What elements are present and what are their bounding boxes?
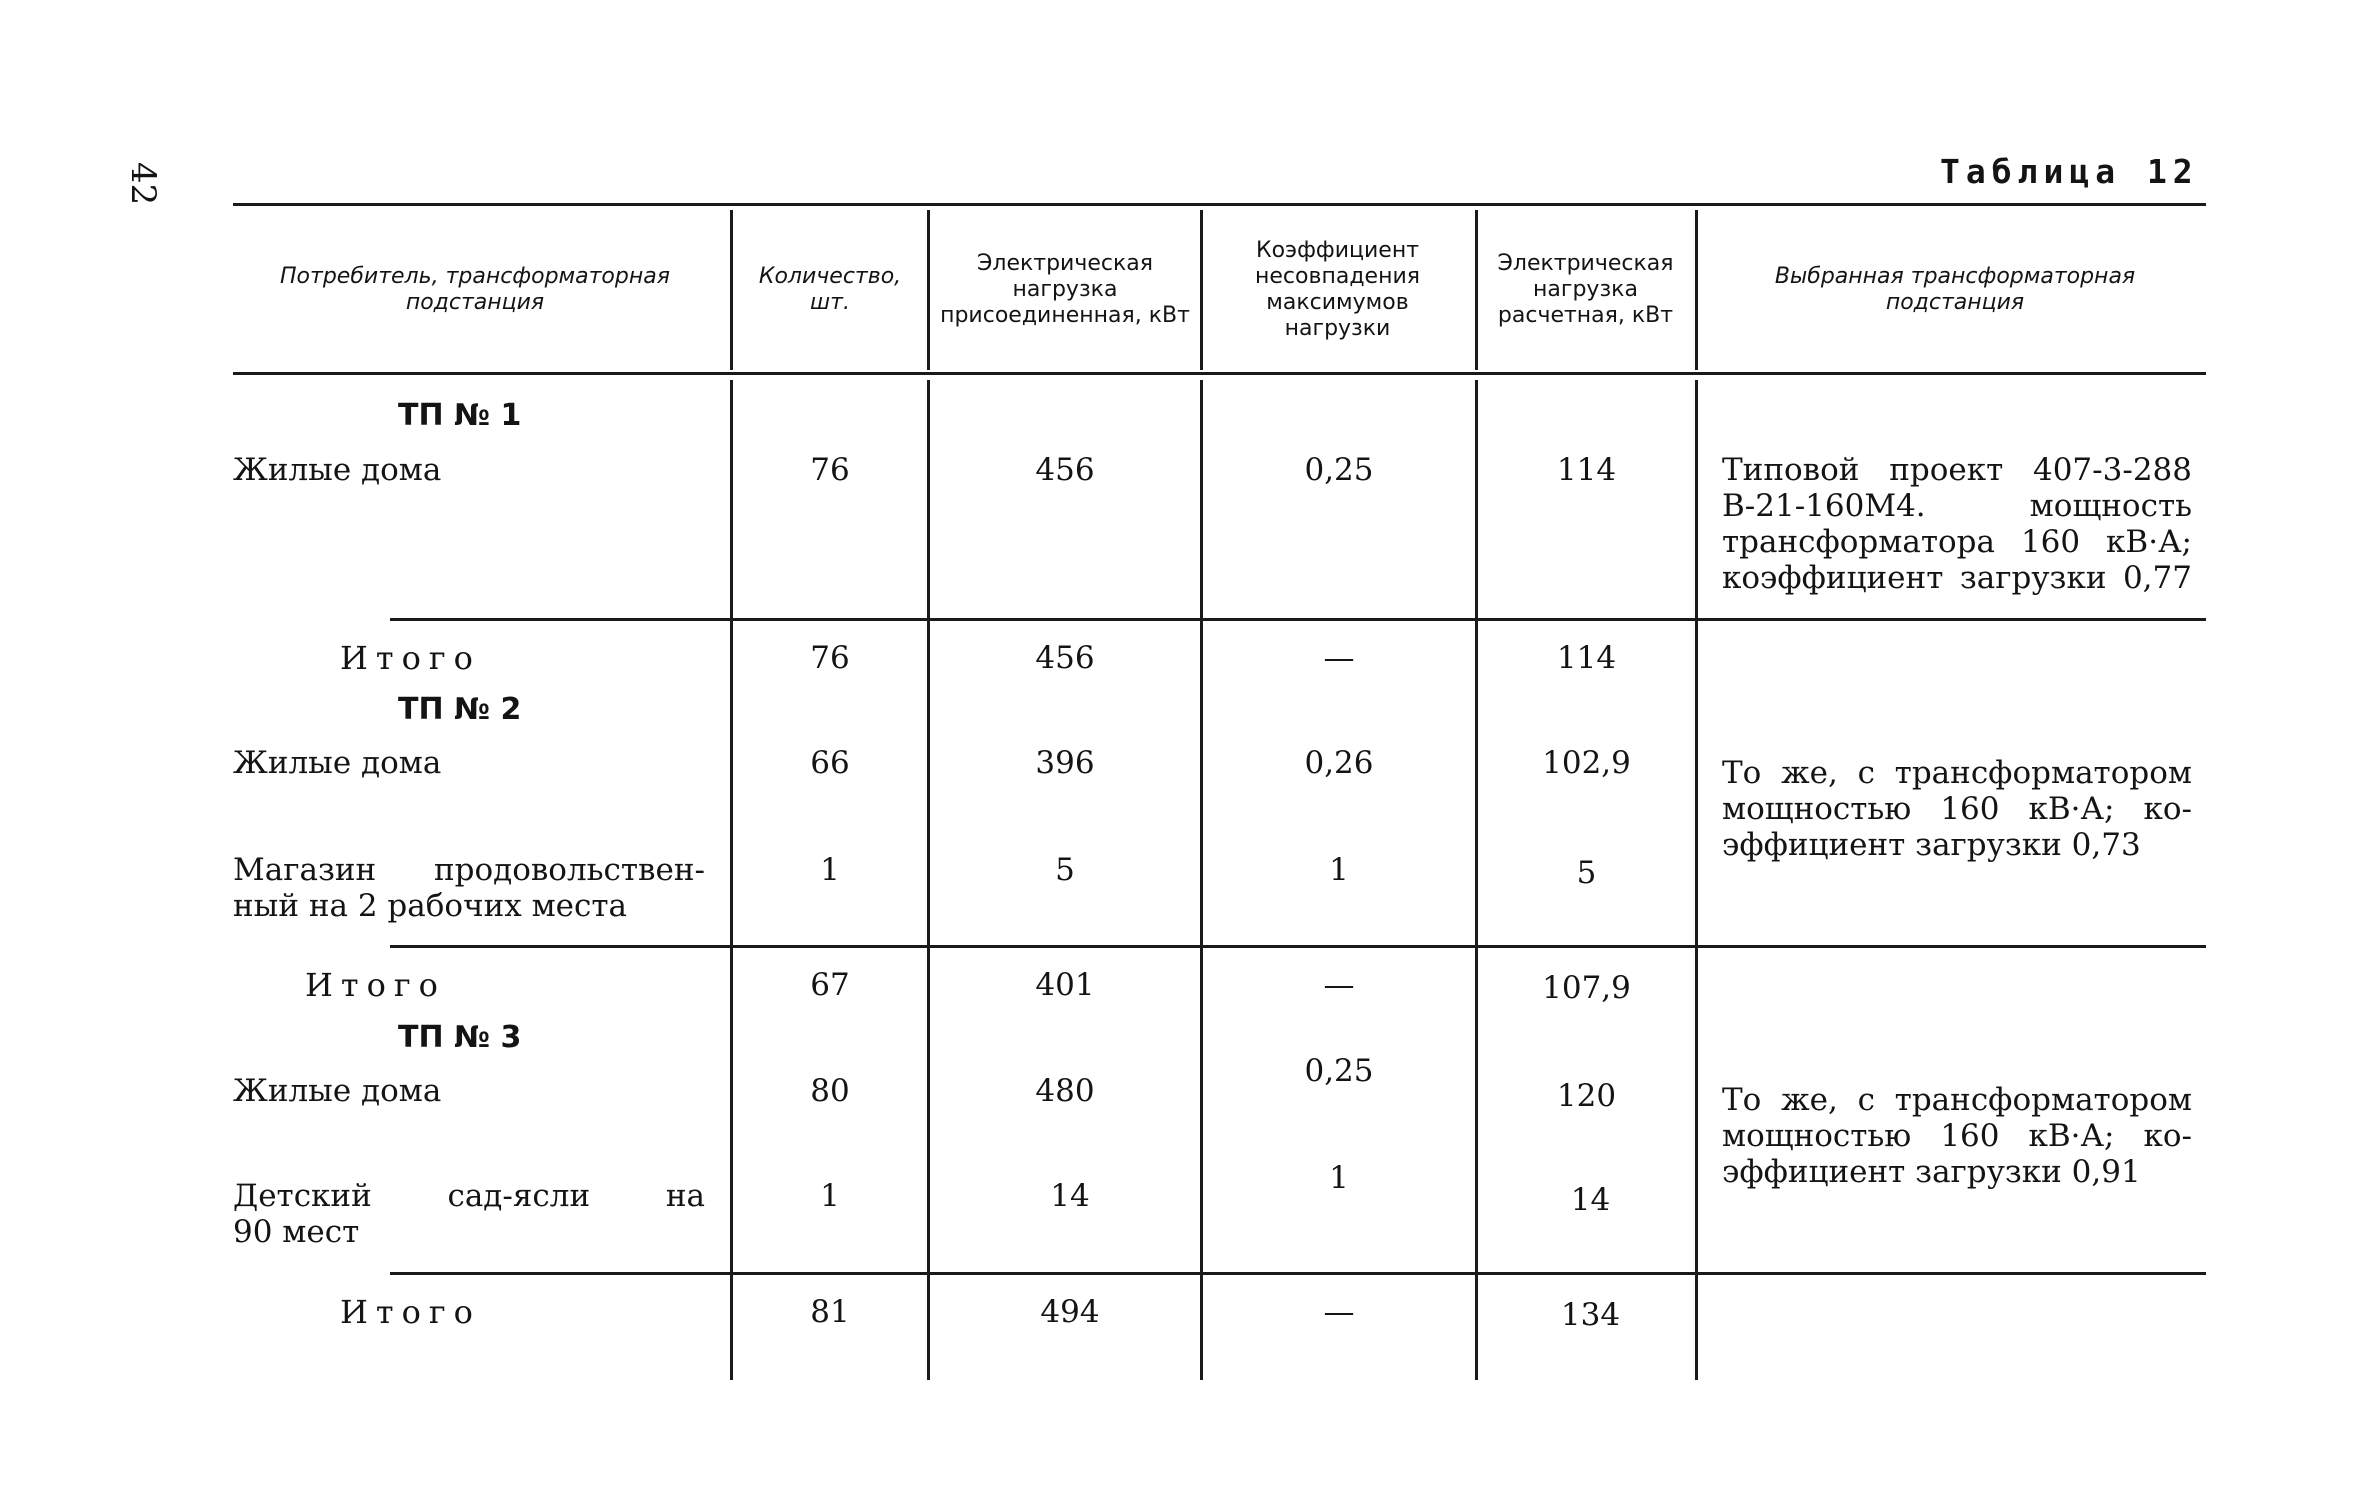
col-divider-3-header xyxy=(1200,210,1203,370)
tp3-row1-qty: 80 xyxy=(810,1073,850,1109)
tp2-row2-coef: 1 xyxy=(1329,852,1349,888)
tp1-total-calc: 114 xyxy=(1556,640,1617,676)
tp1-row1-load: 456 xyxy=(1035,452,1095,488)
header-coefficient: Коэффициент несовпадения максимумов нагрузки xyxy=(1255,238,1420,341)
tp2-total-load: 401 xyxy=(1035,967,1095,1003)
tp3-total-load: 494 xyxy=(1040,1294,1100,1330)
col-divider-2-header xyxy=(927,210,930,370)
tp3-row2-consumer xyxy=(233,1178,705,1250)
tp2-title: ТП № 2 xyxy=(398,692,522,727)
tp1-row1-coef: 0,25 xyxy=(1304,452,1374,488)
tp2-selection-line-1: То же, с трансформатором xyxy=(1722,755,2192,791)
tp2-row1-coef: 0,26 xyxy=(1304,745,1374,781)
tp2-selection-line-3: эффициент загрузки 0,73 xyxy=(1722,827,2141,863)
tp2-row2-consumer xyxy=(233,852,705,924)
header-consumer: Потребитель, трансформаторная подстанция xyxy=(280,264,670,315)
tp2-row1-qty: 66 xyxy=(810,745,850,781)
header-connected-load: Электрическая нагрузка присоединенная, кВт xyxy=(940,251,1190,328)
tp2-selection xyxy=(1722,755,2192,863)
tp3-row1-consumer: Жилые дома xyxy=(233,1073,442,1109)
col-divider-5-body xyxy=(1695,380,1698,1380)
tp1-selection-line-3: трансформатора 160 кВ·А; xyxy=(1722,524,2192,560)
tp1-total-label: Итого xyxy=(340,639,481,677)
tp3-total-coef: — xyxy=(1323,1294,1355,1330)
tp1-row1-consumer: Жилые дома xyxy=(233,452,442,488)
tp2-row2-consumer-line-2: ный на 2 рабочих места xyxy=(233,888,628,924)
tp3-row1-calc: 120 xyxy=(1556,1078,1617,1114)
tp2-row1-calc: 102,9 xyxy=(1542,745,1631,781)
tp3-total-calc: 134 xyxy=(1560,1297,1621,1333)
tp3-row2-consumer-line-1: Детский сад-ясли на xyxy=(233,1178,705,1214)
col-divider-1-header xyxy=(730,210,733,370)
page-number: 42 xyxy=(123,162,163,206)
tp3-total-label: Итого xyxy=(340,1293,481,1331)
tp3-row1-coef: 0,25 xyxy=(1304,1053,1374,1089)
tp1-separator-rule xyxy=(390,618,2206,621)
tp2-separator-rule xyxy=(390,945,2206,948)
tp1-row1-qty: 76 xyxy=(810,452,850,488)
table-top-rule xyxy=(233,203,2206,206)
tp3-row2-consumer-line-2: 90 мест xyxy=(233,1214,360,1250)
tp3-row2-calc: 14 xyxy=(1570,1182,1611,1218)
tp3-row1-load: 480 xyxy=(1035,1073,1095,1109)
tp2-row2-qty: 1 xyxy=(820,852,840,888)
tp3-selection-line-2: мощностью 160 кВ·А; ко- xyxy=(1722,1118,2192,1154)
tp2-total-label: Итого xyxy=(305,966,446,1004)
table-title: Таблица 12 xyxy=(1940,152,2199,191)
tp2-total-qty: 67 xyxy=(810,967,850,1003)
tp3-total-qty: 81 xyxy=(810,1294,850,1330)
tp3-selection-line-1: То же, с трансформатором xyxy=(1722,1082,2192,1118)
header-calculated-load: Электрическая нагрузка расчетная, кВт xyxy=(1497,251,1674,328)
tp2-total-coef: — xyxy=(1323,967,1355,1003)
tp2-row2-calc: 5 xyxy=(1576,855,1597,891)
tp1-selection xyxy=(1722,452,2192,596)
tp1-total-coef: — xyxy=(1323,640,1355,676)
tp1-title: ТП № 1 xyxy=(398,398,522,433)
tp3-row2-coef: 1 xyxy=(1329,1160,1349,1196)
tp1-total-load: 456 xyxy=(1035,640,1095,676)
tp3-separator-rule xyxy=(390,1272,2206,1275)
tp3-selection xyxy=(1722,1082,2192,1190)
header-bottom-rule xyxy=(233,372,2206,375)
tp1-selection-line-2: В-21-160М4. мощность xyxy=(1722,488,2192,524)
tp3-selection-line-3: эффициент загрузки 0,91 xyxy=(1722,1154,2141,1190)
tp3-row2-qty: 1 xyxy=(820,1178,840,1214)
tp3-title: ТП № 3 xyxy=(398,1020,522,1055)
tp1-selection-line-1: Типовой проект 407-3-288 xyxy=(1722,452,2192,488)
tp2-total-calc: 107,9 xyxy=(1542,970,1631,1006)
tp1-row1-calc: 114 xyxy=(1556,452,1617,488)
tp2-row1-load: 396 xyxy=(1035,745,1095,781)
tp3-row2-load: 14 xyxy=(1050,1178,1090,1214)
tp1-selection-line-4: коэффициент загрузки 0,77 xyxy=(1722,560,2192,596)
tp2-row1-consumer: Жилые дома xyxy=(233,745,442,781)
col-divider-5-header xyxy=(1695,210,1698,370)
tp1-total-qty: 76 xyxy=(810,640,850,676)
tp2-row2-consumer-line-1: Магазин продовольствен- xyxy=(233,852,705,888)
tp2-row2-load: 5 xyxy=(1055,852,1075,888)
tp2-selection-line-2: мощностью 160 кВ·А; ко- xyxy=(1722,791,2192,827)
header-selected-substation: Выбранная трансформаторная подстанция xyxy=(1774,264,2136,315)
header-quantity: Количество, шт. xyxy=(758,264,902,315)
